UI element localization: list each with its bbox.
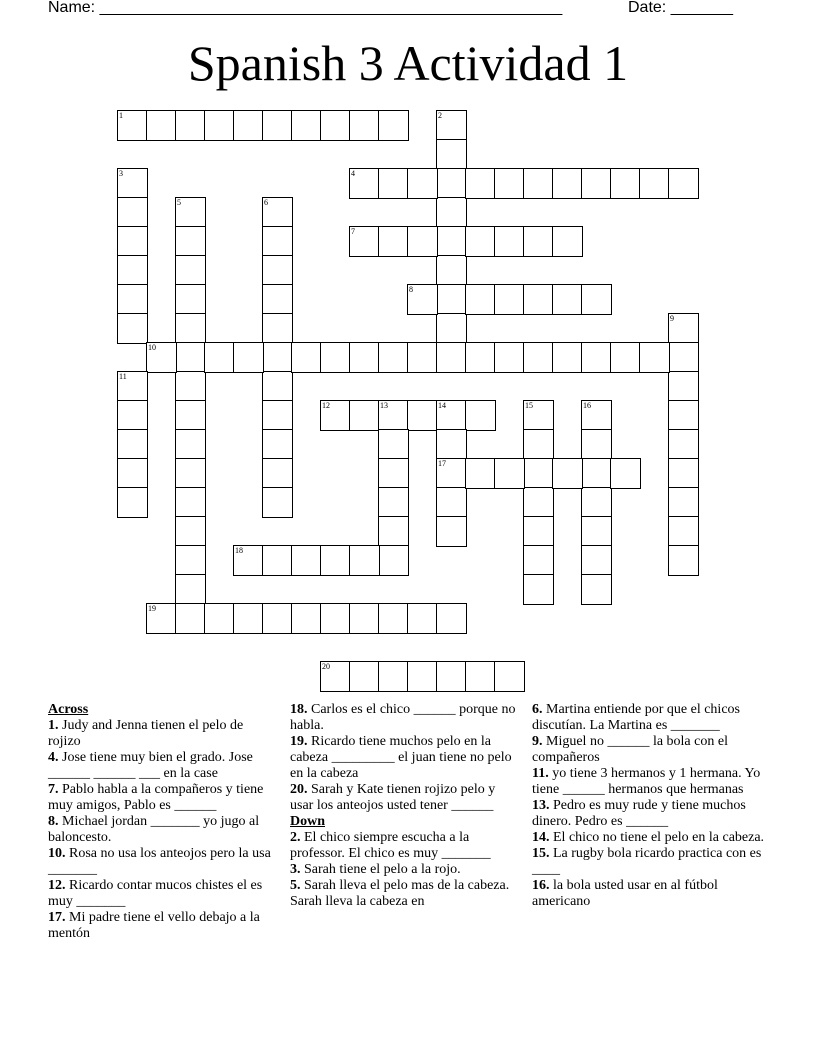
grid-cell[interactable] xyxy=(668,342,699,373)
grid-cell[interactable] xyxy=(233,110,264,141)
grid-cell[interactable] xyxy=(581,487,612,518)
clue-label-number: 8. xyxy=(48,814,59,829)
grid-cell[interactable] xyxy=(581,284,612,315)
grid-cell[interactable] xyxy=(436,284,467,315)
clue-body: Michael jordan _______ yo jugo al baloncesto. xyxy=(48,814,260,845)
clue-number: 4 xyxy=(351,169,355,178)
clue-text xyxy=(48,750,272,782)
grid-cell[interactable] xyxy=(262,429,293,460)
clue-label-number: 16. xyxy=(532,878,550,893)
clue-text xyxy=(48,718,272,750)
clue-text xyxy=(532,734,768,766)
grid-cell[interactable] xyxy=(233,603,264,634)
grid-cell[interactable] xyxy=(146,603,177,634)
grid-cell[interactable] xyxy=(175,574,206,605)
grid-cell[interactable] xyxy=(407,661,438,692)
grid-cell[interactable] xyxy=(523,284,554,315)
clue-label-number: 17. xyxy=(48,910,66,925)
grid-cell[interactable] xyxy=(523,168,554,199)
grid-cell[interactable] xyxy=(581,545,612,576)
grid-cell[interactable] xyxy=(465,226,496,257)
grid-cell[interactable] xyxy=(407,400,438,431)
grid-cell[interactable] xyxy=(494,284,525,315)
grid-cell[interactable] xyxy=(436,487,467,518)
clue-number: 1 xyxy=(119,111,123,120)
clue-text xyxy=(48,846,272,878)
clue-text xyxy=(290,782,518,814)
grid-cell[interactable] xyxy=(581,458,612,489)
clue-body: la bola usted usar en al fútbol americano xyxy=(532,878,718,909)
clue-text xyxy=(290,862,518,878)
grid-cell[interactable] xyxy=(552,458,583,489)
grid-cell[interactable] xyxy=(320,400,351,431)
grid-cell[interactable] xyxy=(175,313,206,344)
grid-cell[interactable] xyxy=(204,110,235,141)
grid-cell[interactable] xyxy=(349,110,380,141)
grid-cell[interactable] xyxy=(639,342,670,373)
grid-cell[interactable] xyxy=(494,458,525,489)
grid-cell[interactable] xyxy=(320,110,351,141)
clue-number: 19 xyxy=(148,604,156,613)
grid-cell[interactable] xyxy=(175,516,206,547)
clue-body: Miguel no ______ la bola con el compañeros xyxy=(532,734,728,765)
grid-cell[interactable] xyxy=(349,661,380,692)
clue-body: Ricardo contar mucos chistes el es muy _______ xyxy=(48,878,263,909)
grid-cell[interactable] xyxy=(378,516,409,547)
grid-cell[interactable] xyxy=(552,342,583,373)
grid-cell[interactable] xyxy=(175,226,206,257)
clue-body: El chico no tiene el pelo en la cabeza. xyxy=(549,830,765,845)
grid-cell[interactable] xyxy=(523,545,554,576)
across-clue-list-continued xyxy=(290,702,518,814)
grid-cell[interactable] xyxy=(378,603,409,634)
grid-cell[interactable] xyxy=(117,226,148,257)
grid-cell[interactable] xyxy=(175,255,206,286)
grid-cell[interactable] xyxy=(378,168,409,199)
clue-number: 2 xyxy=(438,111,442,120)
clue-text xyxy=(532,798,768,830)
clue-label-number: 12. xyxy=(48,878,66,893)
grid-cell[interactable] xyxy=(117,371,148,402)
clues-column-3 xyxy=(532,702,768,910)
grid-cell[interactable] xyxy=(610,168,641,199)
grid-cell[interactable] xyxy=(407,168,438,199)
clue-body: yo tiene 3 hermanos y 1 hermana. Yo tiene ______ hermanos que hermanas xyxy=(532,766,761,797)
grid-cell[interactable] xyxy=(262,458,293,489)
clue-text xyxy=(532,878,768,910)
clue-text xyxy=(48,814,272,846)
grid-cell[interactable] xyxy=(320,545,351,576)
clue-body: Pedro es muy rude y tiene muchos dinero. Pedro es ______ xyxy=(532,798,746,829)
grid-cell[interactable] xyxy=(117,487,148,518)
grid-cell[interactable] xyxy=(581,429,612,460)
grid-cell[interactable] xyxy=(668,400,699,431)
clues-column-1 xyxy=(48,702,272,942)
grid-cell[interactable] xyxy=(436,139,467,170)
clue-text xyxy=(290,734,518,782)
grid-cell[interactable] xyxy=(407,284,438,315)
grid-cell[interactable] xyxy=(262,110,293,141)
clue-body: Rosa no usa los anteojos pero la usa _______ xyxy=(48,846,271,877)
grid-cell[interactable] xyxy=(117,400,148,431)
grid-cell[interactable] xyxy=(262,313,293,344)
grid-cell[interactable] xyxy=(320,603,351,634)
grid-cell[interactable] xyxy=(175,458,206,489)
clue-label-number: 11. xyxy=(532,766,549,781)
grid-cell[interactable] xyxy=(523,400,554,431)
grid-cell[interactable] xyxy=(175,371,206,402)
grid-cell[interactable] xyxy=(175,400,206,431)
grid-cell[interactable] xyxy=(552,226,583,257)
clue-number: 7 xyxy=(351,227,355,236)
clue-number: 10 xyxy=(148,343,156,352)
grid-cell[interactable] xyxy=(436,400,467,431)
clue-text xyxy=(48,782,272,814)
grid-cell[interactable] xyxy=(407,342,438,373)
grid-cell[interactable] xyxy=(581,574,612,605)
grid-cell[interactable] xyxy=(436,313,467,344)
clue-label-number: 13. xyxy=(532,798,550,813)
clue-number: 3 xyxy=(119,169,123,178)
clue-body: Ricardo tiene muchos pelo en la cabeza _________ el juan tiene no pelo en la cabeza xyxy=(290,734,512,781)
grid-cell[interactable] xyxy=(668,429,699,460)
grid-cell[interactable] xyxy=(378,429,409,460)
grid-cell[interactable] xyxy=(436,661,467,692)
grid-cell[interactable] xyxy=(175,545,206,576)
grid-cell[interactable] xyxy=(378,661,409,692)
grid-cell[interactable] xyxy=(581,342,612,373)
grid-cell[interactable] xyxy=(175,284,206,315)
grid-cell[interactable] xyxy=(523,429,554,460)
grid-cell[interactable] xyxy=(117,197,148,228)
grid-cell[interactable] xyxy=(523,487,554,518)
grid-cell[interactable] xyxy=(262,545,293,576)
grid-cell[interactable] xyxy=(349,168,380,199)
grid-cell[interactable] xyxy=(436,458,467,489)
grid-cell[interactable] xyxy=(233,342,264,373)
grid-cell[interactable] xyxy=(668,487,699,518)
clue-body: Sarah lleva el pelo mas de la cabeza. Sarah lleva la cabeza en xyxy=(290,878,510,909)
clue-text xyxy=(532,846,768,878)
clue-body: Martina entiende por que el chicos discutían. La Martina es _______ xyxy=(532,702,740,733)
clue-text xyxy=(48,910,272,942)
grid-cell[interactable] xyxy=(291,603,322,634)
grid-cell[interactable] xyxy=(349,400,380,431)
clue-number: 12 xyxy=(322,401,330,410)
grid-cell[interactable] xyxy=(291,110,322,141)
grid-cell[interactable] xyxy=(407,603,438,634)
clue-label-number: 18. xyxy=(290,702,308,717)
page-title: Spanish 3 Actividad 1 xyxy=(187,35,629,91)
clue-number: 6 xyxy=(264,198,268,207)
grid-cell[interactable] xyxy=(378,226,409,257)
clue-label-number: 5. xyxy=(290,878,301,893)
clue-label-number: 14. xyxy=(532,830,550,845)
grid-cell[interactable] xyxy=(146,110,177,141)
grid-cell[interactable] xyxy=(117,458,148,489)
grid-cell[interactable] xyxy=(581,516,612,547)
clue-label-number: 3. xyxy=(290,862,301,877)
clue-label-number: 10. xyxy=(48,846,66,861)
grid-cell[interactable] xyxy=(494,342,525,373)
grid-cell[interactable] xyxy=(436,168,467,199)
grid-cell[interactable] xyxy=(204,603,235,634)
clue-label-number: 6. xyxy=(532,702,543,717)
clue-number: 16 xyxy=(583,401,591,410)
grid-cell[interactable] xyxy=(117,429,148,460)
down-heading: Down xyxy=(290,814,326,829)
grid-cell[interactable] xyxy=(262,487,293,518)
clue-number: 5 xyxy=(177,198,181,207)
clue-text xyxy=(48,878,272,910)
clue-number: 18 xyxy=(235,546,243,555)
grid-cell[interactable] xyxy=(494,226,525,257)
clue-body: Jose tiene muy bien el grado. Jose ______ ______ ___ en la case xyxy=(48,750,253,781)
clue-label-number: 2. xyxy=(290,830,301,845)
clue-label-number: 9. xyxy=(532,734,543,749)
grid-cell[interactable] xyxy=(349,603,380,634)
grid-cell[interactable] xyxy=(262,197,293,228)
clue-text xyxy=(290,830,518,862)
clue-number: 8 xyxy=(409,285,413,294)
grid-cell[interactable] xyxy=(465,458,496,489)
clue-text xyxy=(532,766,768,798)
grid-cell[interactable] xyxy=(436,197,467,228)
clue-text xyxy=(290,702,518,734)
clue-number: 15 xyxy=(525,401,533,410)
clue-text xyxy=(532,830,768,846)
grid-cell[interactable] xyxy=(349,342,380,373)
grid-cell[interactable] xyxy=(465,342,496,373)
grid-cell[interactable] xyxy=(291,545,322,576)
grid-cell[interactable] xyxy=(262,342,293,373)
grid-cell[interactable] xyxy=(175,110,206,141)
across-heading: Across xyxy=(48,702,89,717)
grid-cell[interactable] xyxy=(262,284,293,315)
grid-cell[interactable] xyxy=(291,342,322,373)
grid-cell[interactable] xyxy=(436,255,467,286)
grid-cell[interactable] xyxy=(465,284,496,315)
grid-cell[interactable] xyxy=(378,487,409,518)
clue-body: Judy and Jenna tienen el pelo de rojizo xyxy=(48,718,244,749)
grid-cell[interactable] xyxy=(668,516,699,547)
clue-label-number: 19. xyxy=(290,734,308,749)
grid-cell[interactable] xyxy=(494,168,525,199)
grid-cell[interactable] xyxy=(117,255,148,286)
grid-cell[interactable] xyxy=(465,661,496,692)
grid-cell[interactable] xyxy=(668,313,699,344)
grid-cell[interactable] xyxy=(175,429,206,460)
grid-cell[interactable] xyxy=(436,429,467,460)
grid-cell[interactable] xyxy=(175,197,206,228)
grid-cell[interactable] xyxy=(436,516,467,547)
clue-body: El chico siempre escucha a la professor. El chico es muy _______ xyxy=(290,830,491,861)
clue-number: 11 xyxy=(119,372,127,381)
grid-cell[interactable] xyxy=(378,400,409,431)
clue-body: Sarah tiene el pelo a la rojo. xyxy=(300,862,461,877)
grid-cell[interactable] xyxy=(523,574,554,605)
grid-cell[interactable] xyxy=(320,342,351,373)
grid-cell[interactable] xyxy=(262,226,293,257)
clue-number: 14 xyxy=(438,401,446,410)
clue-label-number: 1. xyxy=(48,718,59,733)
down-clue-list-continued xyxy=(532,702,768,910)
grid-cell[interactable] xyxy=(262,603,293,634)
grid-cell[interactable] xyxy=(117,313,148,344)
grid-cell[interactable] xyxy=(581,400,612,431)
grid-cell[interactable] xyxy=(378,458,409,489)
name-field-label: Name: ____________________________________________________ xyxy=(48,0,563,16)
grid-cell[interactable] xyxy=(117,168,148,199)
clue-text xyxy=(532,702,768,734)
grid-cell[interactable] xyxy=(581,168,612,199)
grid-cell[interactable] xyxy=(610,342,641,373)
grid-cell[interactable] xyxy=(262,255,293,286)
clue-number: 20 xyxy=(322,662,330,671)
grid-cell[interactable] xyxy=(610,458,641,489)
grid-cell[interactable] xyxy=(436,226,467,257)
grid-cell[interactable] xyxy=(349,226,380,257)
grid-cell[interactable] xyxy=(552,284,583,315)
grid-cell[interactable] xyxy=(523,342,554,373)
grid-cell[interactable] xyxy=(523,226,554,257)
clues-column-2 xyxy=(290,702,518,910)
clue-label-number: 20. xyxy=(290,782,308,797)
grid-cell[interactable] xyxy=(668,458,699,489)
grid-cell[interactable] xyxy=(320,661,351,692)
clue-body: Mi padre tiene el vello debajo a la mentón xyxy=(48,910,260,941)
clue-number: 13 xyxy=(380,401,388,410)
grid-cell[interactable] xyxy=(407,226,438,257)
grid-cell[interactable] xyxy=(668,545,699,576)
grid-cell[interactable] xyxy=(523,458,554,489)
grid-cell[interactable] xyxy=(349,545,380,576)
grid-cell[interactable] xyxy=(117,110,148,141)
date-field-label: Date: _______ xyxy=(628,0,733,16)
clue-number: 9 xyxy=(670,314,674,323)
clue-label-number: 15. xyxy=(532,846,550,861)
clue-label-number: 4. xyxy=(48,750,59,765)
grid-cell[interactable] xyxy=(668,371,699,402)
grid-cell[interactable] xyxy=(494,661,525,692)
grid-cell[interactable] xyxy=(378,110,409,141)
grid-cell[interactable] xyxy=(639,168,670,199)
grid-cell[interactable] xyxy=(378,342,409,373)
grid-cell[interactable] xyxy=(668,168,699,199)
grid-cell[interactable] xyxy=(465,400,496,431)
grid-cell[interactable] xyxy=(552,168,583,199)
grid-cell[interactable] xyxy=(465,168,496,199)
down-clue-list xyxy=(290,830,518,910)
grid-cell[interactable] xyxy=(436,110,467,141)
grid-cell[interactable] xyxy=(146,342,177,373)
clue-label-number: 7. xyxy=(48,782,59,797)
grid-cell[interactable] xyxy=(436,342,467,373)
grid-cell[interactable] xyxy=(523,516,554,547)
clue-number: 17 xyxy=(438,459,446,468)
clue-body: Sarah y Kate tienen rojizo pelo y usar los anteojos usted tener ______ xyxy=(290,782,496,813)
grid-cell[interactable] xyxy=(175,487,206,518)
clue-body: La rugby bola ricardo practica con es ____ xyxy=(532,846,762,877)
clue-text xyxy=(290,878,518,910)
across-clue-list xyxy=(48,718,272,942)
grid-cell[interactable] xyxy=(378,545,409,576)
grid-cell[interactable] xyxy=(262,371,293,402)
grid-cell[interactable] xyxy=(175,603,206,634)
grid-cell[interactable] xyxy=(436,603,467,634)
grid-cell[interactable] xyxy=(117,284,148,315)
grid-cell[interactable] xyxy=(175,342,206,373)
clue-body: Pablo habla a la compañeros y tiene muy amigos, Pablo es ______ xyxy=(48,782,264,813)
grid-cell[interactable] xyxy=(262,400,293,431)
clue-body: Carlos es el chico ______ porque no habla. xyxy=(290,702,516,733)
grid-cell[interactable] xyxy=(204,342,235,373)
grid-cell[interactable] xyxy=(233,545,264,576)
